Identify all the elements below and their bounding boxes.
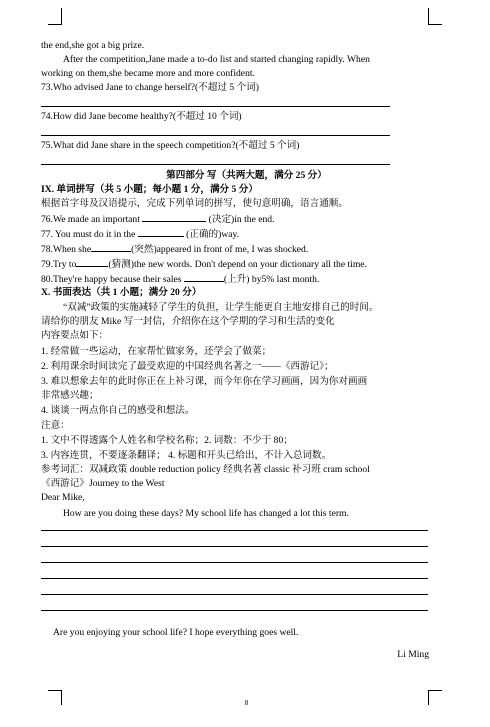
question-75: 75.What did Jane share in the speech competition?(不超过 5 个词) [41,140,300,151]
question-73: 73.Who advised Jane to change herself?(不超过 5 个词) [41,82,259,93]
letter-opening: How are you doing these days? My school life has changed a lot this term. [63,508,349,519]
page-number: 8 [244,699,249,707]
essay-prompt-line: 1. 文中不得透露个人姓名和学校名称；2. 词数：不少于 80； [41,435,293,446]
essay-prompt-line: 1. 经常做一些运动，在家帮忙做家务，还学会了做菜； [41,346,272,357]
blank-77[interactable] [138,227,184,237]
question-79: 79.Try to (猜测)the new words. Don't depend on your dictionary all the time. [41,259,367,270]
question-74: 74.How did Jane become healthy?(不超过 10 个词) [41,111,242,122]
essay-prompt-line: 内容要点如下： [41,330,109,341]
blank-80[interactable] [184,272,224,282]
writing-line[interactable] [41,562,428,563]
writing-line[interactable] [41,610,428,611]
blank-78[interactable] [91,242,131,252]
answer-line-73[interactable] [41,106,390,107]
essay-prompt-line: 3. 内容连贯，不要逐条翻译； 4. 标题和开头已给出，不计入总词数。 [41,450,332,461]
writing-line[interactable] [41,594,428,595]
question-78: 78.When she (突然)appeared in front of me, I was shocked. [41,244,309,255]
part4-heading: 第四部分 写（共两大题，满分 25 分） [166,170,327,181]
crop-mark-top-right [428,8,442,25]
essay-prompt-line: 2. 利用课余时间读完了最受欢迎的中国经典名著之一——《西游记》； [41,361,334,372]
letter-closing: Are you enjoying your school life? I hope everything goes well. [53,627,299,638]
writing-line[interactable] [41,578,428,579]
section10-title: X. 书面表达（共 1 小题；满分 20 分） [41,287,202,298]
essay-prompt-line: 3. 难以想象去年的此时你正在上补习课，而今年你在学习画画，因为你对画画 [41,376,368,387]
passage-line: working on them,she became more and more confident. [41,68,255,79]
essay-prompt-line: 请给你的朋友 Mike 写一封信，介绍你在这个学期的学习和生活的变化 [41,316,335,327]
letter-salutation: Dear Mike, [41,492,85,503]
writing-line[interactable] [41,530,428,531]
letter-signature: Li Ming [397,649,429,660]
crop-mark-top-left [48,8,62,25]
question-77: 77. You must do it in the (正确的)way. [41,229,240,240]
essay-prompt-line: 注意： [41,420,70,431]
question-76: 76.We made an important (决定)in the end. [41,214,275,225]
passage-line: After the competition,Jane made a to-do list and started changing rapidly. When [63,54,370,65]
answer-line-74[interactable] [41,135,390,136]
section9-title: IX. 单词拼写（共 5 小题；每小题 1 分，满分 5 分） [41,184,258,195]
essay-prompt-line: 4. 谈谈一两点你自己的感受和想法。 [41,405,195,416]
blank-79[interactable] [76,257,108,267]
essay-prompt-line: 《西游记》Journey to the West [41,478,165,489]
section9-instructions: 根据首字母及汉语提示，完成下列单词的拼写，使句意明确，语言通顺。 [41,198,348,209]
answer-line-75[interactable] [41,164,390,165]
essay-prompt-line: 参考词汇：双减政策 double reduction policy 经典名著 classic 补习班 cram school [41,464,370,475]
essay-prompt-line: 非常感兴趣； [41,390,99,401]
passage-line: the end,she got a big prize. [41,40,145,51]
essay-prompt-line: “双减”政策的实施减轻了学生的负担，让学生能更自主地安排自己的时间。 [63,302,379,313]
question-80: 80.They're happy because their sales (上升) by5% last month. [41,274,320,285]
blank-76[interactable] [142,212,206,222]
writing-line[interactable] [41,546,428,547]
